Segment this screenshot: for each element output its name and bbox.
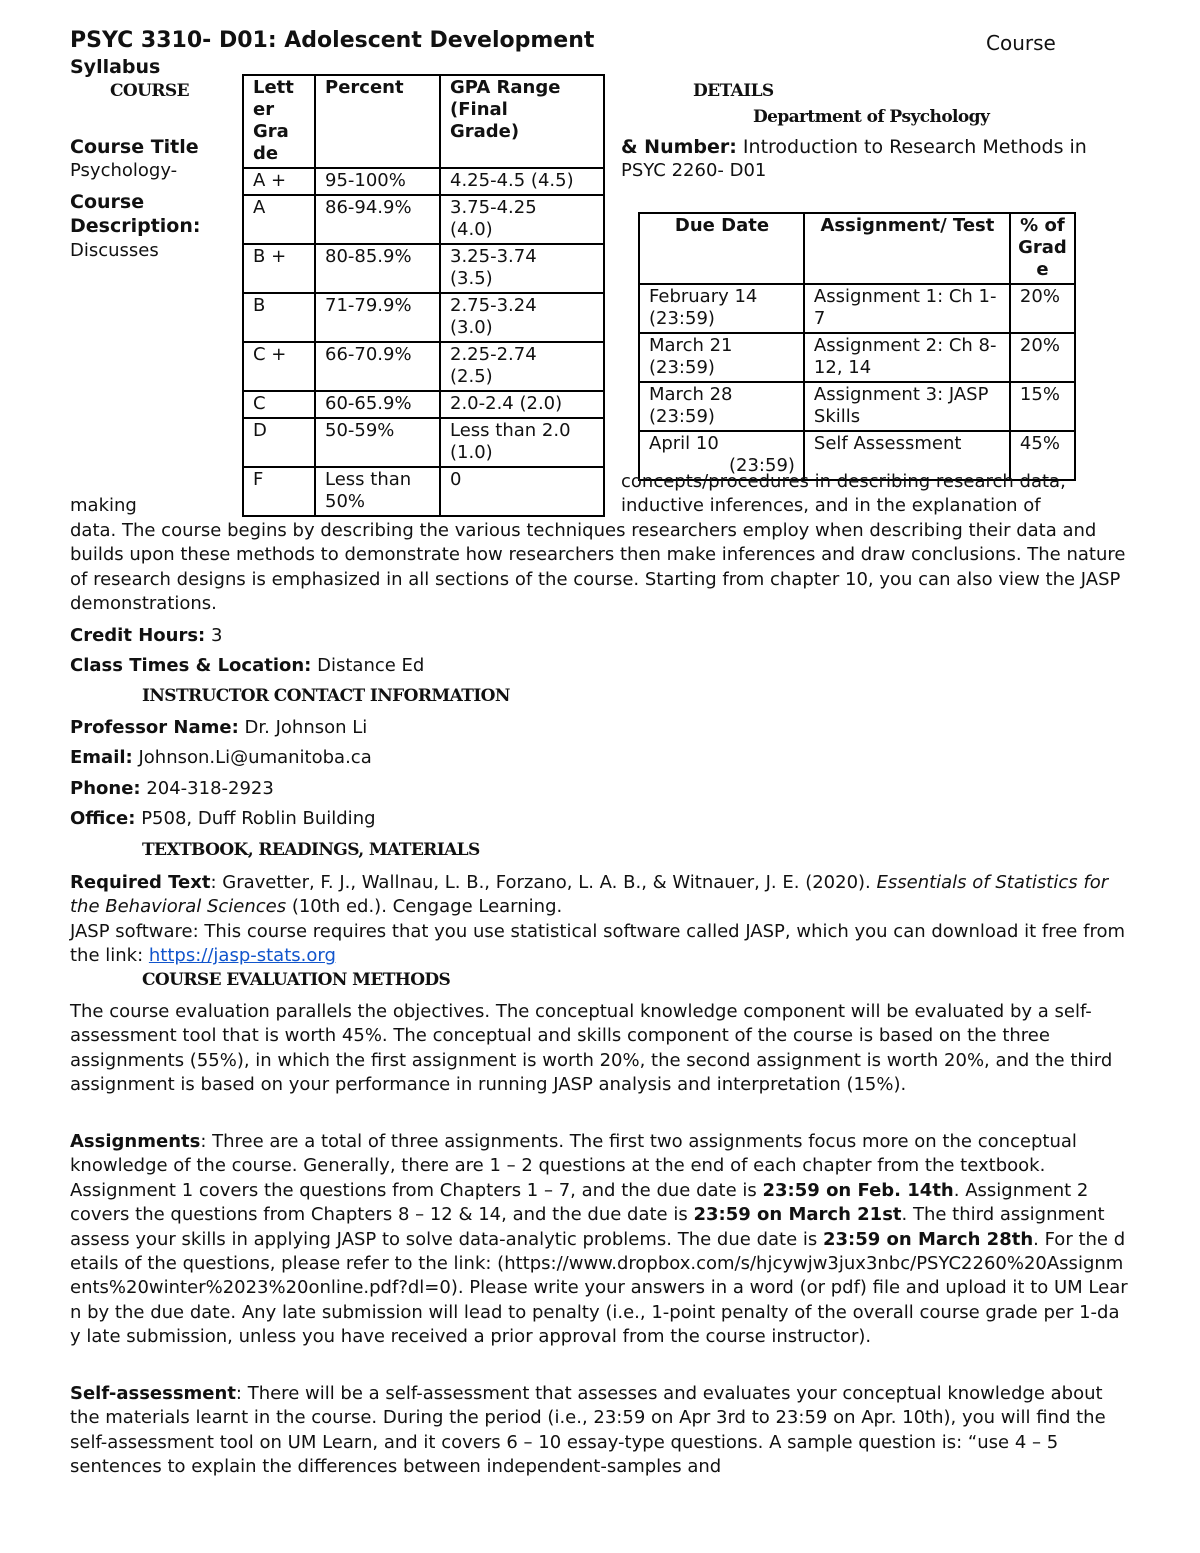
course-number-value: Introduction to Research Methods in [742,136,1087,158]
page-title: PSYC 3310- D01: Adolescent Development [70,28,595,53]
course-title-label: Course Title [70,136,199,158]
course-description-label: Course [70,191,145,213]
instructor-office: Office: P508, Duff Roblin Building [70,808,376,829]
description-fragment-making: making [70,495,137,516]
required-text: Required Text: Gravetter, F. J., Wallnau, L. B., Forzano, L. A. B., & Witnauer, J. E. (2020). Essentials of Statistics for the Behavioral Sciences (10th ed.). Cengage Learning. [70,872,1109,918]
textbook-heading: TEXTBOOK, READINGS, MATERIALS [142,840,480,860]
due-table-header [639,213,1075,284]
course-number-line [621,136,1087,158]
evaluation-heading: COURSE EVALUATION METHODS [142,970,451,990]
jasp-software-note: JASP software: This course requires that you use statistical software called JASP, which you can download it free from the link: https://jasp-stats.org [70,921,1125,967]
grade-table-header [243,75,604,168]
self-assessment-paragraph: Self-assessment: There will be a self-assessment that assesses and evaluates your conceptual knowledge about the materials learnt in the course. During the period (i.e., 23:59 on Apr 3rd to 23:59 on Apr. 10th), you will find the self-assessment tool on UM Learn, and it covers 6 – 10 essay-type questions. A sample question is: “use 4 – 5 sentences to explain the differences between independent-samples and [70,1383,1106,1478]
header-percent-of-grade: % of Grad e [1010,213,1075,284]
header-due-date: Due Date [639,213,804,284]
course-description-start: Discusses [70,240,159,261]
table-row: April 10 (23:59) Self Assessment 45% [639,431,1075,480]
table-row: B 71-79.9% 2.75-3.24 (3.0) [243,293,604,342]
header-letter-grade: Lett er Gra de [243,75,315,168]
table-row: B + 80-85.9% 3.25-3.74 (3.5) [243,244,604,293]
assignments-paragraph: Assignments: Three are a total of three assignments. The first two assignments focus more on the conceptual knowledge of the course. Generally, there are 1 – 2 questions at the end of each chapter from the textbook. Assignment 1 covers the questions from Chapters 1 – 7, and the due date is 23:59 on Feb. 14th. Assignment 2 covers the questions from Chapters 8 – 12 & 14, and the due date is 23:59 on March 21st. The third assignment assess your skills in applying JASP to solve data-analytic problems. The due date is 23:59 on March 28th. For the details of the questions, please refer to the link: (https://www.dropbox.com/s/hjcywjw3jux3nbc/PSYC2260%20Assignments%20winter%2023%20online.pdf?dl=0). Please write your answers in a word (or pdf) file and upload it to UM Learn by the due date. Any late submission will lead to penalty (i.e., 1-point penalty of the overall course grade per 1-day late submission, unless you have received a prior approval from the course instructor). [70,1131,1128,1348]
syllabus-label: Syllabus [70,56,161,78]
table-row: February 14 (23:59) Assignment 1: Ch 1- 7 20% [639,284,1075,333]
department-heading: Department of Psychology [753,107,990,127]
table-row: A 86-94.9% 3.75-4.25 (4.0) [243,195,604,244]
header-assignment: Assignment/ Test [804,213,1010,284]
professor-name: Professor Name: Dr. Johnson Li [70,717,368,738]
course-description-label-2: Description: [70,215,201,237]
header-gpa-range: GPA Range (Final Grade) [440,75,604,168]
course-description-body: data. The course begins by describing the various techniques researchers employ when describing their data and builds upon these methods to demonstrate how researchers then make inferences and draw conclusions. The nature of research designs is emphasized in all sections of the course. Starting from chapter 10, you can also view the JASP demonstrations. [70,520,1126,615]
header-percent: Percent [315,75,440,168]
table-row: March 21 (23:59) Assignment 2: Ch 8- 12, 14 20% [639,333,1075,382]
instructor-heading: INSTRUCTOR CONTACT INFORMATION [142,686,510,706]
table-row: A + 95-100% 4.25-4.5 (4.5) [243,168,604,195]
course-number-label: & Number: [621,136,737,158]
class-times-location: Class Times & Location: Distance Ed [70,655,425,676]
table-row: C 60-65.9% 2.0-2.4 (2.0) [243,391,604,418]
table-row: C + 66-70.9% 2.25-2.74 (2.5) [243,342,604,391]
description-fragment-1: concepts/procedures in describing research data, [621,471,1066,492]
grade-table [242,74,605,517]
course-title-value: Psychology- [70,160,178,181]
course-number-value-2: PSYC 2260- D01 [621,160,767,181]
email-link[interactable]: Johnson.Li@umanitoba.ca [138,747,372,768]
course-label: Course [986,31,1056,55]
evaluation-intro: The course evaluation parallels the objectives. The conceptual knowledge component will be evaluated by a self-assessment tool that is worth 45%. The conceptual and skills component of the course is based on the three assignments (55%), in which the first assignment is worth 20%, the second assignment is worth 20%, and the third assignment is based on your performance in running JASP analysis and interpretation (15%). [70,1001,1113,1096]
jasp-link[interactable]: https://jasp-stats.org [148,945,336,967]
due-date-table [638,212,1076,481]
table-row: F Less than 50% 0 [243,467,604,516]
credit-hours: Credit Hours: 3 [70,625,223,646]
details-heading: DETAILS [693,81,774,101]
course-heading: COURSE [110,81,189,101]
instructor-email: Email: Johnson.Li@umanitoba.ca [70,747,372,768]
instructor-phone: Phone: 204-318-2923 [70,778,274,799]
table-row: March 28 (23:59) Assignment 3: JASP Skills 15% [639,382,1075,431]
description-fragment-2: inductive inferences, and in the explanation of [621,495,1041,516]
table-row: D 50-59% Less than 2.0 (1.0) [243,418,604,467]
